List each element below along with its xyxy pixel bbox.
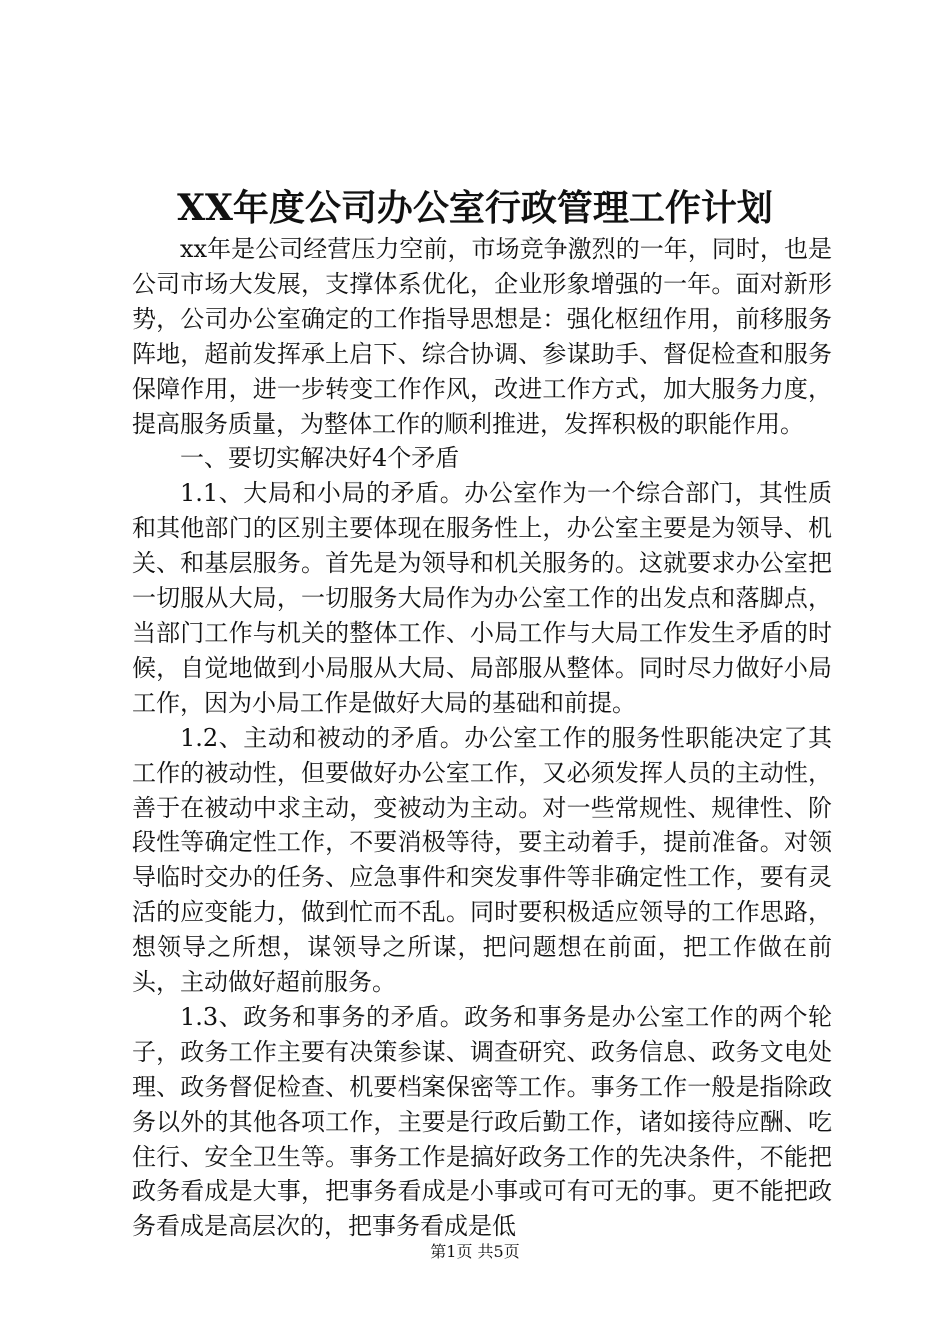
document-body (132, 232, 832, 1244)
intro-paragraph: xx年是公司经营压力空前，市场竞争激烈的一年，同时，也是公司市场大发展，支撑体系优化，企业形象增强的一年。面对新形势，公司办公室确定的工作指导思想是：强化枢纽作用，前移服务阵地，超前发挥承上启下、综合协调、参谋助手、督促检查和服务保障作用，进一步转变工作作风，改进工作方式，加大服务力度，提高服务质量，为整体工作的顺利推进，发挥积极的职能作用。 (132, 235, 832, 438)
paragraph-1-2: 1.2、主动和被动的矛盾。办公室工作的服务性职能决定了其工作的被动性，但要做好办公室工作，又必须发挥人员的主动性，善于在被动中求主动，变被动为主动。对一些常规性、规律性、阶段性等确定性工作，不要消极等待，要主动着手，提前准备。对领导临时交办的任务、应急事件和突发事件等非确定性工作，要有灵活的应变能力，做到忙而不乱。同时要积极适应领导的工作思路，想领导之所想，谋领导之所谋，把问题想在前面，把工作做在前头，主动做好超前服务。 (132, 723, 832, 997)
paragraph-1-1: 1.1、大局和小局的矛盾。办公室作为一个综合部门，其性质和其他部门的区别主要体现在服务性上，办公室主要是为领导、机关、和基层服务。首先是为领导和机关服务的。这就要求办公室把一切服从大局，一切服务大局作为办公室工作的出发点和落脚点，当部门工作与机关的整体工作、小局工作与大局工作发生矛盾的时候，自觉地做到小局服从大局、局部服从整体。同时尽力做好小局工作，因为小局工作是做好大局的基础和前提。 (132, 479, 832, 717)
page-footer: 第1页 共5页 (430, 1242, 520, 1261)
paragraph-1-3: 1.3、政务和事务的矛盾。政务和事务是办公室工作的两个轮子，政务工作主要有决策参谋、调查研究、政务信息、政务文电处理、政务督促检查、机要档案保密等工作。事务工作一般是指除政务以外的其他各项工作，主要是行政后勤工作，诸如接待应酬、吃住行、安全卫生等。事务工作是搞好政务工作的先决条件，不能把政务看成是大事，把事务看成是小事或可有可无的事。更不能把政务看成是高层次的，把事务看成是低 (132, 1002, 832, 1241)
section-heading: 一、要切实解决好4个矛盾 (180, 444, 460, 473)
document-title: XX年度公司办公室行政管理工作计划 (177, 187, 773, 229)
